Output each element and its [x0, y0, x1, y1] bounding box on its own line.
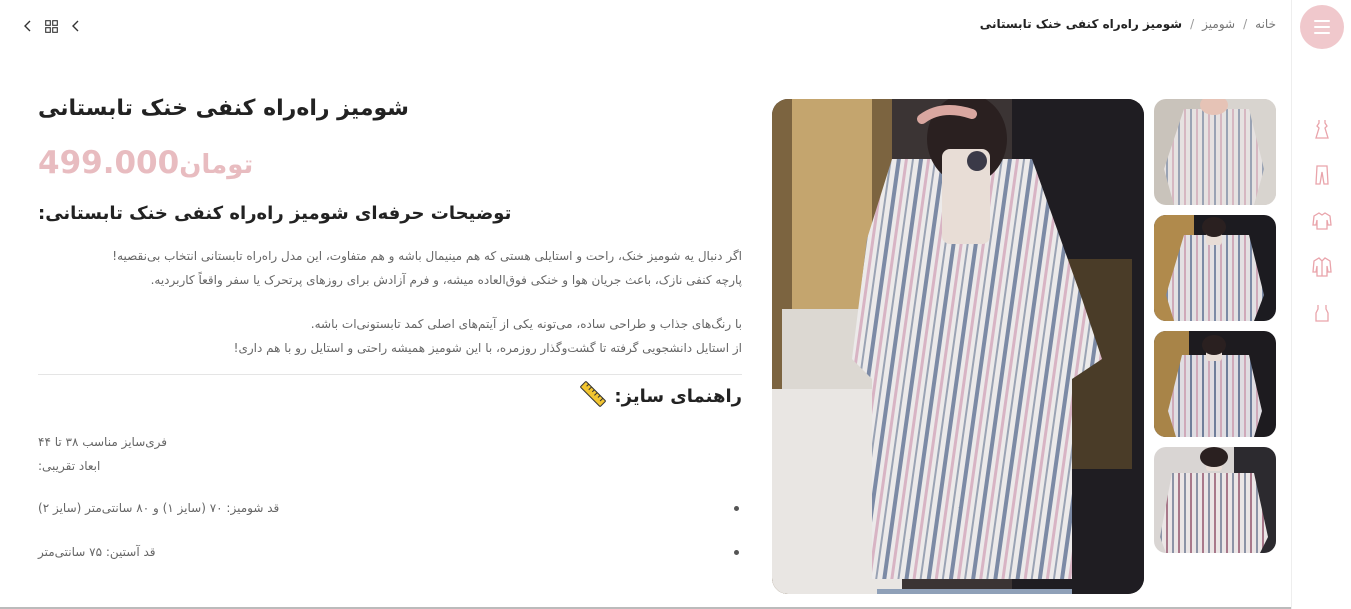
description-line: اگر دنبال یه شومیز خنک، راحت و استایلی هستی که هم مینیمال باشه و هم متفاوت، این مدل راه‌راه تابستانی انتخاب بی‌نقصیه! — [112, 249, 742, 263]
thumbnail-2[interactable] — [1154, 215, 1276, 321]
grid-icon[interactable] — [44, 18, 58, 34]
blouse-icon[interactable] — [1309, 208, 1335, 234]
breadcrumb-home[interactable]: خانه — [1255, 17, 1276, 31]
list-item-text: قد آستین: ۷۵ سانتی‌متر — [38, 545, 156, 559]
description-line: از استایل دانشجویی گرفته تا گشت‌وگذار روزمره، با این شومیز همیشه راحتی و استایل رو با هم داری! — [233, 341, 742, 355]
top-icon[interactable] — [1309, 300, 1335, 326]
side-rail — [1291, 0, 1351, 609]
thumbnail-1[interactable] — [1154, 99, 1276, 205]
size-guide-list — [38, 496, 742, 584]
list-item — [38, 540, 742, 584]
coat-icon[interactable] — [1309, 254, 1335, 280]
product-navigation — [20, 18, 82, 34]
dress-icon[interactable] — [1309, 116, 1335, 142]
size-guide-info — [38, 430, 742, 478]
description-line: پارچه کنفی نازک، باعث جریان هوا و خنکی فوق‌العاده میشه، و فرم آزادش برای روزهای پرتحرک یا سفر واقعاً کاربردیه. — [150, 273, 742, 287]
breadcrumb-separator: / — [1190, 17, 1195, 31]
list-item — [38, 496, 742, 540]
description-heading: توضیحات حرفه‌ای شومیز راه‌راه کنفی خنک تابستانی: — [38, 203, 512, 224]
product-info — [38, 96, 742, 584]
product-title: شومیز راه‌راه کنفی خنک تابستانی — [38, 96, 409, 121]
thumbnail-3[interactable] — [1154, 331, 1276, 437]
breadcrumb — [980, 17, 1276, 31]
description-paragraph-2 — [38, 312, 742, 360]
top-bar — [0, 0, 1291, 52]
price — [38, 145, 742, 185]
menu-button[interactable] — [1300, 5, 1344, 49]
divider — [38, 374, 742, 375]
size-guide-heading — [38, 381, 742, 412]
price-currency: تومان — [179, 150, 254, 180]
size-guide-title: راهنمای سایز: — [614, 386, 742, 407]
price-amount: 499.000 — [38, 145, 180, 181]
breadcrumb-category[interactable]: شومیز — [1202, 17, 1236, 31]
bullet-icon — [734, 550, 739, 555]
breadcrumb-current: شومیز راه‌راه کنفی خنک تابستانی — [979, 17, 1183, 31]
ruler-icon — [580, 381, 606, 412]
pants-icon[interactable] — [1309, 162, 1335, 188]
thumbnail-4[interactable] — [1154, 447, 1276, 553]
list-item-text: قد شومیز: ۷۰ (سایز ۱) و ۸۰ سانتی‌متر (سایز ۲) — [38, 501, 280, 515]
description-line: با رنگ‌های جذاب و طراحی ساده، می‌تونه یکی از آیتم‌های اصلی کمد تابستونی‌ات باشه. — [310, 317, 742, 331]
description-paragraph-1 — [38, 244, 742, 292]
thumbnail-gallery — [1154, 99, 1276, 553]
chevron-left-icon[interactable] — [68, 18, 82, 34]
breadcrumb-separator: / — [1243, 17, 1248, 31]
bullet-icon — [734, 506, 739, 511]
free-size-text: فری‌سایز مناسب ۳۸ تا ۴۴ — [38, 435, 167, 449]
hamburger-icon — [1314, 18, 1330, 36]
main-product-image[interactable] — [772, 99, 1144, 594]
approx-dimensions-label: ابعاد تقریبی: — [38, 459, 101, 473]
chevron-left-icon[interactable] — [20, 18, 34, 34]
category-icons — [1292, 116, 1351, 326]
